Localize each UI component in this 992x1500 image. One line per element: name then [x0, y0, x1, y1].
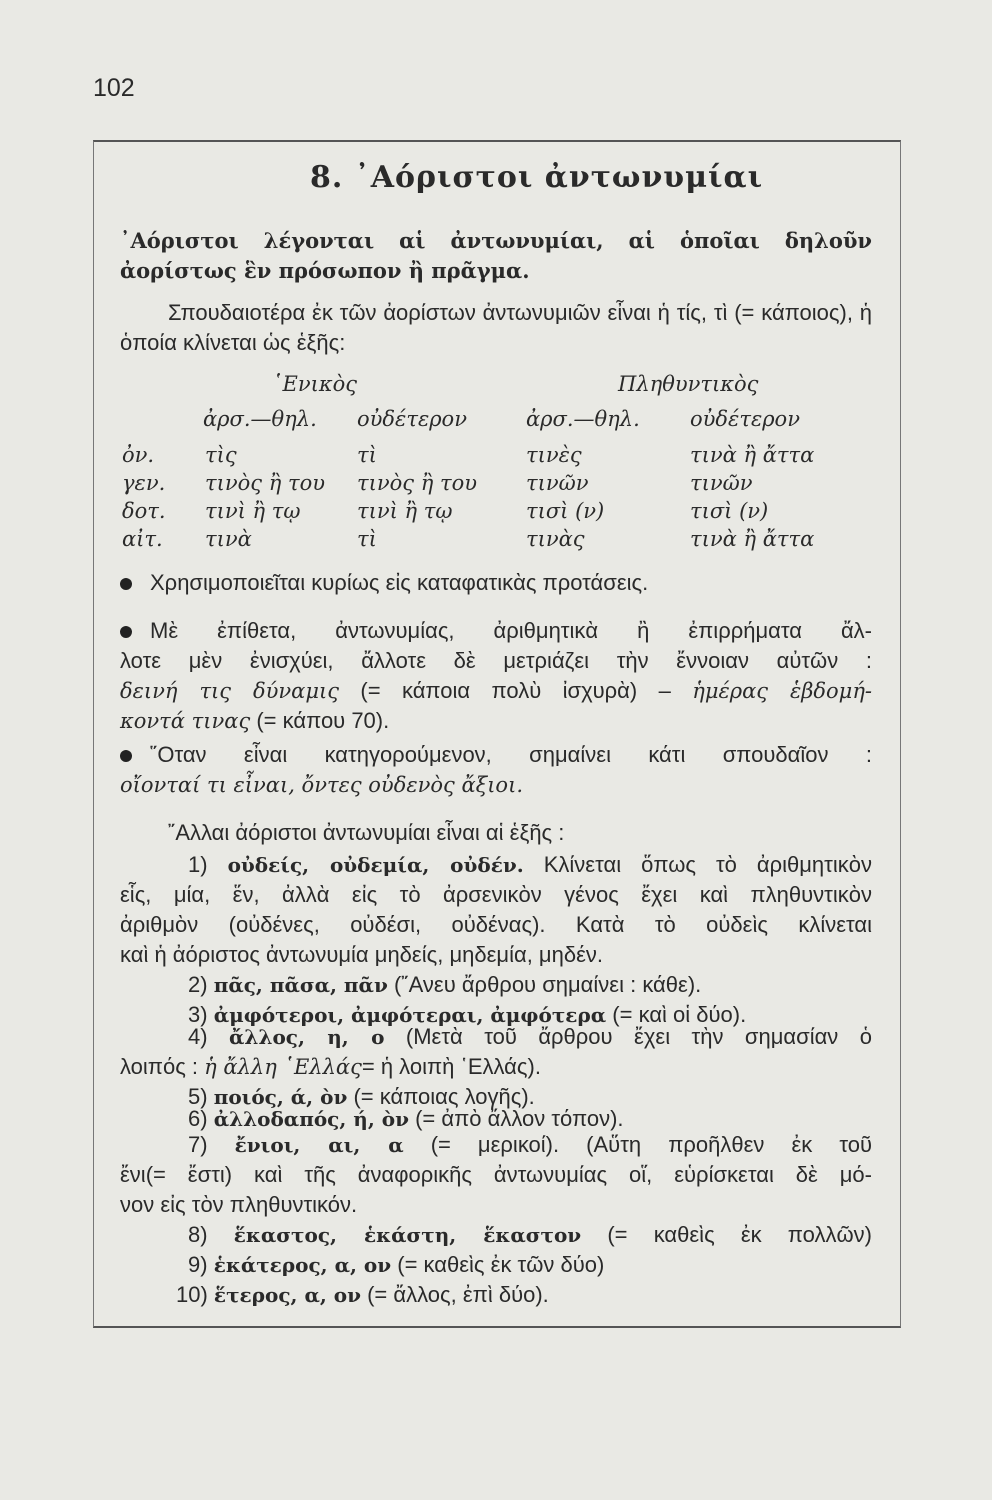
example: δεινή τις δύναμις — [120, 679, 340, 703]
table-cell: τινὸς ἢ του — [357, 471, 477, 495]
header-masc-fem-pl: ἀρσ.—θηλ. — [526, 407, 640, 431]
list-item — [120, 850, 872, 970]
item-text: (= καὶ οἱ δύο). — [612, 1002, 747, 1027]
others-intro: ῎Αλλαι ἀόριστοι ἀντωνυμίαι εἶναι αἱ ἑξῆς : — [168, 820, 565, 845]
table-cell: τινὰς — [526, 527, 585, 551]
note-line — [120, 706, 872, 736]
item-text: (= καθεὶς ἐκ τῶν δύο) — [397, 1252, 605, 1277]
item-term: ἄλλος, η, ο — [229, 1025, 385, 1049]
table-cell: τὶ — [357, 443, 377, 467]
list-item — [120, 1022, 872, 1082]
item-text: Κλίνεται ὅπως τὸ ἀριθμητικὸν — [543, 852, 872, 877]
table-cell: τινῶν — [690, 471, 753, 495]
case-accusative: αἰτ. — [122, 527, 163, 551]
item-term: πᾶς, πᾶσα, πᾶν — [213, 973, 388, 997]
note-predicate — [120, 740, 872, 800]
item-text: (= καθεὶς ἐκ πολλῶν) — [607, 1222, 872, 1247]
table-cell: τινὰ ἢ ἄττα — [690, 527, 815, 551]
example: κοντά τινας — [120, 709, 251, 733]
list-item: 10) ἕτερος, α, ον (= ἄλλος, ἐπὶ δύο). — [176, 1282, 549, 1307]
bullet-icon — [120, 626, 132, 638]
table-cell: τινὲς — [526, 443, 582, 467]
case-genitive: γεν. — [122, 471, 166, 495]
item-term: ἕτερος, α, ον — [213, 1283, 361, 1307]
table-cell: τινῶν — [526, 471, 589, 495]
item-line: εἷς, μία, ἕν, ἀλλὰ εἰς τὸ ἀρσενικὸν γένος ἔχει καὶ πληθυντικὸν — [120, 882, 872, 907]
table-cell: τὶς — [205, 443, 237, 467]
note-text: ῞Οταν εἶναι κατηγορούμενον, σημαίνει κάτι σπουδαῖον : — [150, 742, 872, 767]
page-number: 102 — [93, 74, 135, 102]
section-title: 8. ᾿Αόριστοι ἀντωνυμίαι — [310, 160, 764, 195]
item-text: (= κάποιας λογῆς). — [353, 1084, 535, 1109]
example: ἡ ἄλλη ῾Ελλάς — [204, 1055, 362, 1079]
main-intro-paragraph: Σπουδαιοτέρα ἐκ τῶν ἀορίστων ἀντωνυμιῶν εἶναι ἡ τίς, τὶ (= κάποιος), ἡ ὁποία κλίνεται ὡς ἑξῆς: — [120, 300, 872, 355]
gloss: (= κάποια πολὺ ἰσχυρὰ) – — [360, 678, 671, 703]
list-item: 5) ποιός, ά, ὸν (= κάποιας λογῆς). — [188, 1084, 535, 1109]
note-text: Χρησιμοποιεῖται κυρίως εἰς καταφατικὰς προτάσεις. — [150, 570, 649, 595]
header-masc-fem-sg: ἀρσ.—θηλ. — [203, 407, 317, 431]
table-cell: τινὶ ἢ τῳ — [205, 499, 301, 523]
gloss: (= κάπου 70). — [256, 708, 390, 733]
table-cell: τὶ — [357, 527, 377, 551]
item-text: (= ἀπὸ ἄλλον τόπον). — [415, 1106, 624, 1131]
note-line — [120, 616, 872, 646]
item-term: ἀλλοδαπός, ή, ὸν — [213, 1107, 409, 1131]
example: οἴονταί τι εἶναι, ὄντες οὐδενὸς ἄξιοι. — [120, 773, 523, 797]
item-line: ἀριθμὸν (οὐδένες, οὐδέσι, οὐδένας). Κατὰ τὸ οὐδεὶς κλίνεται — [120, 912, 872, 937]
item-term: ἑκάτερος, α, ον — [213, 1253, 392, 1277]
list-item: 3) ἀμφότεροι, ἀμφότεραι, ἀμφότερα (= καὶ οἱ δύο). — [188, 1002, 747, 1027]
item-line — [120, 850, 872, 880]
note-usage-affirmative — [120, 568, 872, 598]
item-line: ἔνι(= ἔστι) καὶ τῆς ἀναφορικῆς ἀντωνυμίας οἵ, εὑρίσκεται δὲ μό- — [120, 1162, 872, 1187]
item-line: 7) ἔνιοι, αι, α (= μερικοί). (Αὕτη προῆλθεν ἐκ τοῦ — [188, 1132, 873, 1157]
note-line — [120, 676, 872, 706]
plural-heading: Πληθυντικὸς — [618, 372, 759, 396]
example: ἡμέρας ἑβδομή- — [692, 679, 872, 703]
item-text: (= μερικοί). (Αὕτη προῆλθεν ἐκ τοῦ — [430, 1132, 873, 1157]
singular-heading: ῾Ενικὸς — [272, 372, 358, 396]
table-cell: τισὶ (ν) — [526, 499, 605, 523]
item-term: ἔνιοι, αι, α — [234, 1133, 404, 1157]
item-line: καὶ ἡ ἀόριστος ἀντωνυμία μηδείς, μηδεμία, μηδέν. — [120, 942, 603, 967]
item-term: ποιός, ά, ὸν — [213, 1085, 348, 1109]
note-line: λοτε μὲν ἐνισχύει, ἄλλοτε δὲ μετριάζει τὴν ἔννοιαν αὐτῶν : — [120, 648, 872, 673]
list-item: 6) ἀλλοδαπός, ή, ὸν (= ἀπὸ ἄλλον τόπον). — [188, 1106, 624, 1131]
bullet-icon — [120, 578, 132, 590]
header-neuter-sg: οὐδέτερον — [357, 407, 467, 431]
header-neuter-pl: οὐδέτερον — [690, 407, 800, 431]
table-cell: τινὸς ἢ του — [205, 471, 325, 495]
item-term: ἀμφότεροι, ἀμφότεραι, ἀμφότερα — [213, 1003, 607, 1027]
item-text: (= ἄλλος, ἐπὶ δύο). — [367, 1282, 549, 1307]
item-line: λοιπός : ἡ ἄλλη ῾Ελλάς= ἡ λοιπὴ ῾Ελλάς). — [120, 1054, 541, 1079]
item-number: 1) — [188, 852, 208, 877]
table-cell: τινὰ — [205, 527, 252, 551]
table-cell: τινὰ ἢ ἄττα — [690, 443, 815, 467]
list-item — [120, 1220, 872, 1250]
item-line: νον εἰς τὸν πληθυντικόν. — [120, 1192, 358, 1217]
note-adjectives — [120, 616, 872, 736]
list-item: 2) πᾶς, πᾶσα, πᾶν (῎Ανευ ἄρθρου σημαίνει : κάθε). — [188, 972, 702, 997]
table-cell: τινὶ ἢ τῳ — [357, 499, 453, 523]
intro-paragraph: ᾿Αόριστοι λέγονται αἱ ἀντωνυμίαι, αἱ ὁποῖαι δηλοῦν ἀορίστως ἓν πρόσωπον ἢ πρᾶγμα. — [120, 228, 872, 283]
case-dative: δοτ. — [122, 499, 166, 523]
item-term: οὐδείς, οὐδεμία, οὐδέν. — [227, 853, 524, 877]
item-term: ἕκαστος, ἑκάστη, ἕκαστον — [233, 1223, 582, 1247]
item-text: (῎Ανευ ἄρθρου σημαίνει : κάθε). — [393, 972, 702, 997]
table-cell: τισὶ (ν) — [690, 499, 769, 523]
bullet-icon — [120, 750, 132, 762]
item-line: 8) ἕκαστος, ἑκάστη, ἕκαστον (= καθεὶς ἐκ πολλῶν) — [188, 1222, 872, 1247]
list-item: 9) ἑκάτερος, α, ον (= καθεὶς ἐκ τῶν δύο) — [188, 1252, 605, 1277]
note-text: Μὲ ἐπίθετα, ἀντωνυμίας, ἀριθμητικὰ ἢ ἐπιρρήματα ἄλ- — [150, 618, 872, 643]
item-text: (Μετὰ τοῦ ἄρθρου ἔχει τὴν σημασίαν ὁ — [405, 1024, 873, 1049]
item-line: 4) ἄλλος, η, ο (Μετὰ τοῦ ἄρθρου ἔχει τὴν σημασίαν ὁ — [188, 1024, 873, 1049]
list-item — [120, 1130, 872, 1220]
note-line — [120, 740, 872, 770]
case-nominative: ὀν. — [122, 443, 155, 467]
